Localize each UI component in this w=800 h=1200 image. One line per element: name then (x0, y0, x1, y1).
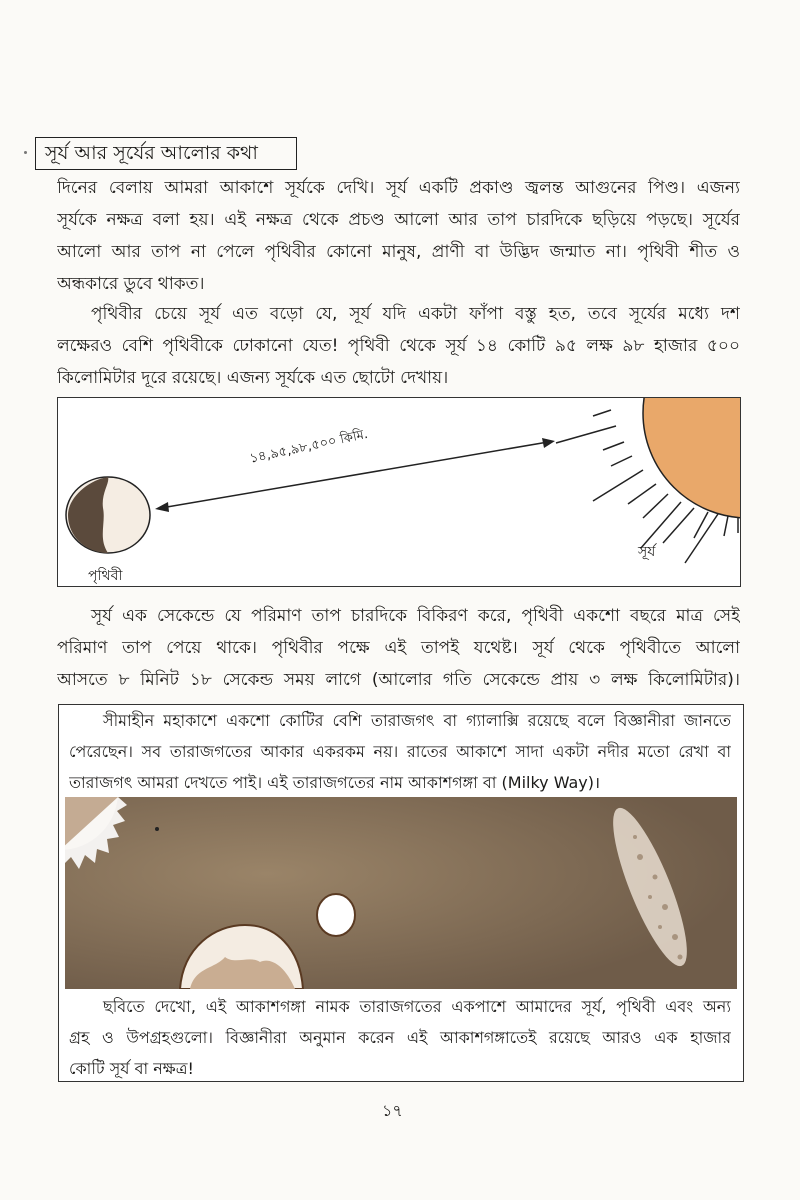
sun-icon (643, 398, 741, 518)
sun-label: সূর্য (638, 544, 656, 560)
milky-way-illustration (65, 797, 737, 989)
text-line: গ্রহ ও উপগ্রহগুলো। বিজ্ঞানীরা অনুমান করেন এই আকাশগঙ্গাতেই রয়েছে আরও এক হাজার (69, 1028, 731, 1047)
distance-label: ১৪,৯৫,৯৮,৫০০ কিমি. (248, 426, 370, 467)
text-line: পৃথিবীর চেয়ে সূর্য এত বড়ো যে, সূর্য যদি একটা ফাঁপা বস্তু হত, তবে সূর্যের মধ্যে দশ (91, 304, 740, 324)
text-line: সূর্যকে নক্ষত্র বলা হয়। এই নক্ষত্র থেকে প্রচণ্ড আলো আর তাপ চারদিকে ছড়িয়ে পড়ছে। সূর্যের (57, 210, 740, 230)
milky-way-info-box (58, 704, 744, 1082)
section-heading: সূর্য আর সূর্যের আলোর কথা (35, 137, 297, 170)
galaxy-intro-text (69, 705, 731, 798)
text-line: আলো আর তাপ না পেলে পৃথিবীর কোনো মানুষ, প্রাণী বা উদ্ভিদ জন্মাত না। পৃথিবী শীত ও (57, 242, 740, 262)
text-line: ছবিতে দেখো, এই আকাশগঙ্গা নামক তারাজগতের একপাশে আমাদের সূর্য, পৃথিবী এবং অন্য (103, 997, 731, 1016)
text-line: দিনের বেলায় আমরা আকাশে সূর্যকে দেখি। সূর্য একটি প্রকাণ্ড জ্বলন্ত আগুনের পিণ্ড। এজন্য (57, 178, 740, 198)
text-line: লক্ষেরও বেশি পৃথিবীকে ঢোকানো যেত! পৃথিবী থেকে সূর্য ১৪ কোটি ৯৫ লক্ষ ৯৮ হাজার ৫০০ (57, 336, 740, 356)
earth-label: পৃথিবী (88, 568, 123, 584)
paragraph-sun-heat (57, 600, 740, 696)
paragraph-sun-size (57, 298, 740, 394)
text-line: অন্ধকারে ডুবে থাকত। (57, 274, 205, 294)
text-line: আসতে ৮ মিনিট ১৮ সেকেন্ড সময় লাগে (আলোর গতি সেকেন্ডে প্রায় ৩ লক্ষ কিলোমিটার)। (57, 670, 740, 690)
text-line: পেরেছেন। সব তারাজগতের আকার একরকম নয়। রাতের আকাশে সাদা একটা নদীর মতো রেখা বা (69, 742, 731, 761)
text-line: কোটি সূর্য বা নক্ষত্র! (69, 1059, 194, 1078)
text-line: পরিমাণ তাপ পেয়ে থাকে। পৃথিবীর পক্ষে এই তাপই যথেষ্ট। সূর্য থেকে পৃথিবীতে আলো (57, 638, 740, 658)
distance-arrow (161, 442, 548, 508)
text-line: সীমাহীন মহাকাশে একশো কোটির বেশি তারাজগৎ বা গ্যালাক্সি রয়েছে বলে বিজ্ঞানীরা জানতে (103, 711, 731, 730)
margin-dot (24, 151, 27, 154)
moon-icon (317, 894, 355, 936)
galaxy-caption-text (69, 991, 731, 1084)
page-number: ১৭ (382, 1101, 403, 1120)
text-line: তারাজগৎ আমরা দেখতে পাই। এই তারাজগতের নাম আকাশগঙ্গা বা (Milky Way)। (69, 773, 601, 792)
sun-earth-distance-diagram (57, 397, 741, 587)
paragraph-sun-intro (57, 172, 740, 300)
text-line: কিলোমিটার দূরে রয়েছে। এজন্য সূর্যকে এত ছোটো দেখায়। (57, 368, 449, 388)
galaxy-graphic (65, 797, 737, 989)
text-line: সূর্য এক সেকেন্ডে যে পরিমাণ তাপ চারদিকে বিকিরণ করে, পৃথিবী একশো বছরে মাত্র সেই (91, 606, 740, 626)
